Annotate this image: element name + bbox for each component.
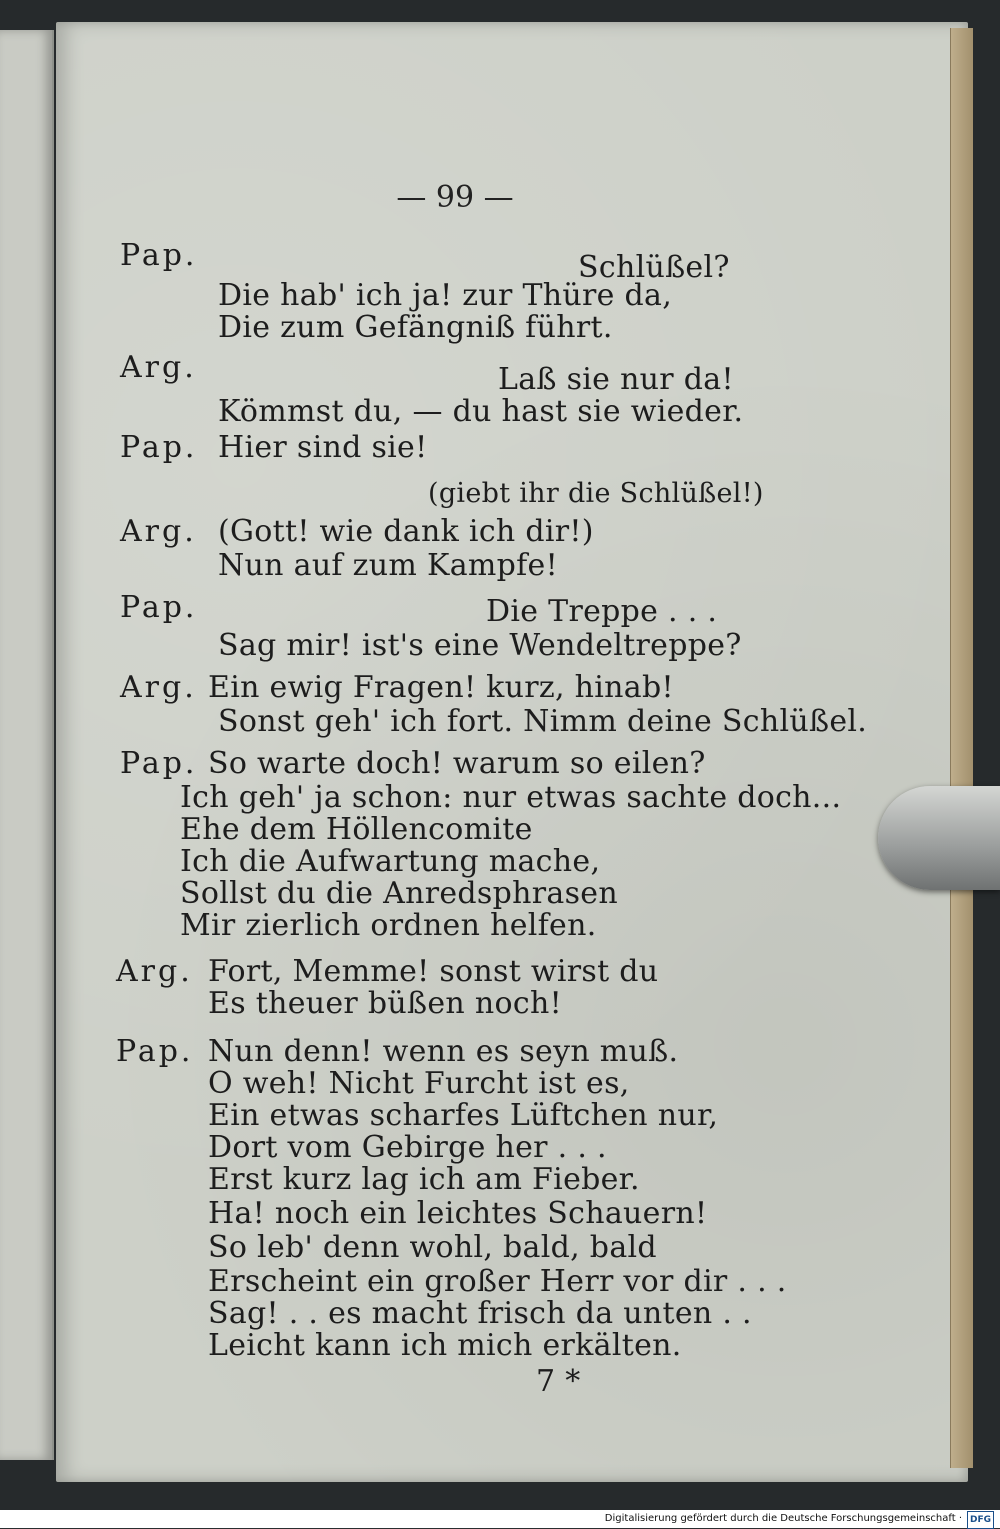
footer-credit: Digitalisierung gefördert durch die Deutsche Forschungsgemeinschaft ·	[604, 1513, 962, 1524]
verse-line: Ehe dem Höllencomite	[180, 812, 533, 847]
verse-line: Sag mir! ist's eine Wendeltreppe?	[218, 628, 742, 663]
verse-line: Laß sie nur da!	[498, 362, 734, 397]
verse-line: (Gott! wie dank ich dir!)	[218, 514, 594, 549]
verse-line: Ein ewig Fragen! kurz, hinab!	[208, 670, 674, 705]
verse-line: Kömmst du, — du hast sie wieder.	[218, 394, 744, 429]
speaker-label: Arg.	[120, 514, 197, 549]
verse-line: Leicht kann ich mich erkälten.	[208, 1328, 682, 1363]
signature-mark: 7 *	[536, 1364, 581, 1399]
speaker-label: Pap.	[120, 430, 198, 465]
verse-line: Die hab' ich ja! zur Thüre da,	[218, 278, 673, 313]
verse-line: So warte doch! warum so eilen?	[208, 746, 706, 781]
speaker-label: Arg.	[116, 954, 193, 989]
speaker-label: Pap.	[120, 238, 198, 273]
verse-line: Mir zierlich ordnen helfen.	[180, 908, 597, 943]
dfg-logo: DFG	[967, 1511, 994, 1529]
page-clip	[878, 786, 1000, 890]
speaker-label: Pap.	[116, 1034, 194, 1069]
verse-line: Die Treppe . . .	[486, 594, 718, 629]
verse-line: Sonst geh' ich fort. Nimm deine Schlüßel.	[218, 704, 868, 739]
verse-line: Schlüßel?	[578, 250, 730, 285]
verse-line: Sag! . . es macht frisch da unten . .	[208, 1296, 752, 1331]
verse-line: Ich geh' ja schon: nur etwas sachte doch...	[180, 780, 842, 815]
verse-line: Fort, Memme! sonst wirst du	[208, 954, 659, 989]
verse-line: Ein etwas scharfes Lüftchen nur,	[208, 1098, 719, 1133]
left-page-edge	[0, 30, 54, 1460]
speaker-label: Pap.	[120, 746, 198, 781]
verse-line: Nun auf zum Kampfe!	[218, 548, 558, 583]
verse-line: Ha! noch ein leichtes Schauern!	[208, 1196, 708, 1231]
verse-line: Nun denn! wenn es seyn muß.	[208, 1034, 679, 1069]
verse-line: Ich die Aufwartung mache,	[180, 844, 601, 879]
speaker-label: Arg.	[120, 350, 197, 385]
verse-line: Hier sind sie!	[218, 430, 428, 465]
page-stack-edge	[950, 28, 973, 1468]
speaker-label: Pap.	[120, 590, 198, 625]
verse-line: O weh! Nicht Furcht ist es,	[208, 1066, 630, 1101]
speaker-label: Arg.	[120, 670, 197, 705]
verse-line: Erscheint ein großer Herr vor dir . . .	[208, 1264, 787, 1299]
verse-line: Sollst du die Anredsphrasen	[180, 876, 618, 911]
verse-line: Die zum Gefängniß führt.	[218, 310, 613, 345]
verse-line: Es theuer büßen noch!	[208, 986, 562, 1021]
verse-line: Erst kurz lag ich am Fieber.	[208, 1162, 640, 1197]
verse-line: So leb' denn wohl, bald, bald	[208, 1230, 657, 1265]
page-number-header: — 99 —	[396, 180, 514, 215]
verse-line: Dort vom Gebirge her . . .	[208, 1130, 607, 1165]
stage-direction: (giebt ihr die Schlüßel!)	[428, 478, 764, 509]
